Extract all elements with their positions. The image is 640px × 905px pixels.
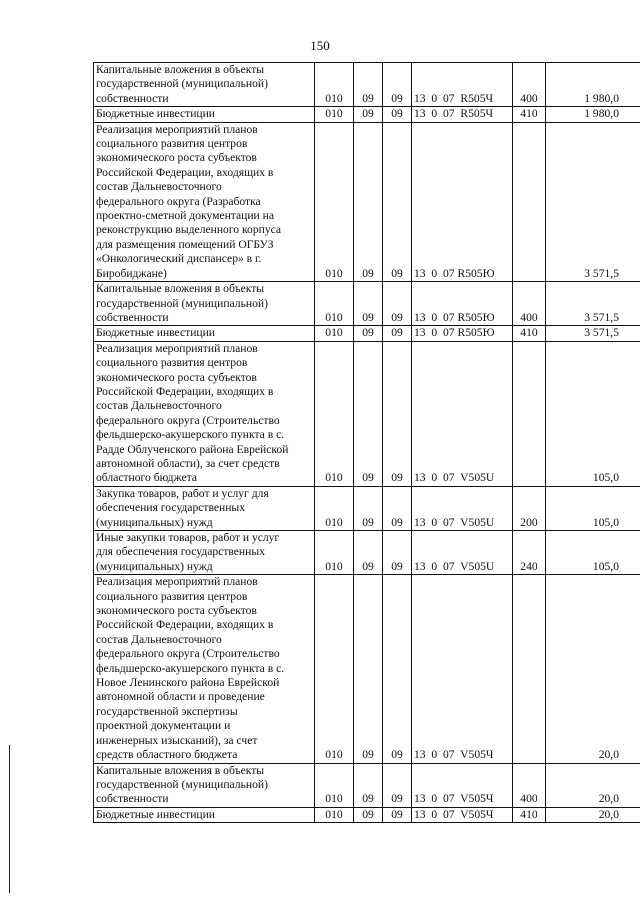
subsection-code: 09 (383, 575, 412, 763)
ministry-code: 010 (315, 763, 354, 807)
subsection-code: 09 (383, 807, 412, 822)
target-article-code: 13 0 07 V505U (412, 341, 513, 486)
table-row (94, 326, 640, 341)
amount: 105,0 (546, 341, 640, 486)
target-article-code: 13 0 07 V505U (412, 486, 513, 530)
row-description: Реализация мероприятий планов социального развития центров экономического роста субъектов Российской Федерации, входящих в состав Дальневосточного федерального округа (Строительство фельдшерско-акушерского пункта в с. Новое Ленинского района Еврейской автономной области и проведение государственной экспертизы проектной документации и инженерных изысканий), за счет средств областного бюджета (94, 575, 315, 763)
expense-type-code (513, 575, 546, 763)
section-code: 09 (354, 575, 383, 763)
section-code: 09 (354, 282, 383, 326)
subsection-code: 09 (383, 122, 412, 281)
expense-type-code: 200 (513, 486, 546, 530)
amount: 105,0 (546, 486, 640, 530)
subsection-code: 09 (383, 63, 412, 107)
section-code: 09 (354, 63, 383, 107)
expense-type-code: 410 (513, 326, 546, 341)
row-description: Реализация мероприятий планов социального развития центров экономического роста субъектов Российской Федерации, входящих в состав Дальневосточного федерального округа (Строительство фельдшерско-акушерского пункта в с. Радде Облученского района Еврейской автономной области), за счет средств областного бюджета (94, 341, 315, 486)
section-code: 09 (354, 122, 383, 281)
table-row (94, 486, 640, 530)
table-row (94, 122, 640, 281)
target-article-code: 13 0 07 R505Ч (412, 63, 513, 107)
table-row (94, 575, 640, 763)
ministry-code: 010 (315, 122, 354, 281)
target-article-code: 13 0 07 R505Ю (412, 282, 513, 326)
subsection-code: 09 (383, 282, 412, 326)
table-row (94, 63, 640, 107)
section-code: 09 (354, 763, 383, 807)
table-row (94, 807, 640, 822)
section-code: 09 (354, 807, 383, 822)
expense-type-code: 410 (513, 807, 546, 822)
expense-type-code (513, 341, 546, 486)
table-row (94, 282, 640, 326)
section-code: 09 (354, 341, 383, 486)
amount: 3 571,5 (546, 282, 640, 326)
ministry-code: 010 (315, 107, 354, 122)
row-description: Капитальные вложения в объекты государственной (муниципальной) собственности (94, 763, 315, 807)
target-article-code: 13 0 07 V505U (412, 531, 513, 575)
amount: 1 980,0 (546, 63, 640, 107)
amount: 20,0 (546, 575, 640, 763)
subsection-code: 09 (383, 763, 412, 807)
table-row (94, 531, 640, 575)
target-article-code: 13 0 07 R505Ч (412, 107, 513, 122)
ministry-code: 010 (315, 807, 354, 822)
subsection-code: 09 (383, 531, 412, 575)
subsection-code: 09 (383, 486, 412, 530)
amount: 20,0 (546, 807, 640, 822)
budget-table (93, 62, 640, 823)
expense-type-code: 240 (513, 531, 546, 575)
row-description: Бюджетные инвестиции (94, 107, 315, 122)
page-number: 150 (310, 38, 330, 53)
ministry-code: 010 (315, 531, 354, 575)
section-code: 09 (354, 531, 383, 575)
ministry-code: 010 (315, 282, 354, 326)
section-code: 09 (354, 107, 383, 122)
amount: 3 571,5 (546, 326, 640, 341)
row-description: Капитальные вложения в объекты государственной (муниципальной) собственности (94, 282, 315, 326)
table-row (94, 763, 640, 807)
target-article-code: 13 0 07 V505Ч (412, 575, 513, 763)
ministry-code: 010 (315, 63, 354, 107)
expense-type-code: 410 (513, 107, 546, 122)
amount: 105,0 (546, 531, 640, 575)
target-article-code: 13 0 07 R505Ю (412, 122, 513, 281)
target-article-code: 13 0 07 V505Ч (412, 807, 513, 822)
subsection-code: 09 (383, 341, 412, 486)
ministry-code: 010 (315, 575, 354, 763)
expense-type-code: 400 (513, 763, 546, 807)
table-row (94, 341, 640, 486)
row-description: Реализация мероприятий планов социального развития центров экономического роста субъектов Российской Федерации, входящих в состав Дальневосточного федерального округа (Разработка проектно-сметной документации на реконструкцию выделенного корпуса для размещения помещений ОГБУЗ «Онкологический диспансер» в г. Биробиджане) (94, 122, 315, 281)
row-description: Иные закупки товаров, работ и услуг для обеспечения государственных (муниципальных) нужд (94, 531, 315, 575)
row-description: Бюджетные инвестиции (94, 807, 315, 822)
expense-type-code: 400 (513, 63, 546, 107)
ministry-code: 010 (315, 326, 354, 341)
target-article-code: 13 0 07 V505Ч (412, 763, 513, 807)
row-description: Бюджетные инвестиции (94, 326, 315, 341)
amount: 20,0 (546, 763, 640, 807)
subsection-code: 09 (383, 107, 412, 122)
ministry-code: 010 (315, 341, 354, 486)
scan-margin-line (9, 745, 10, 893)
section-code: 09 (354, 326, 383, 341)
amount: 3 571,5 (546, 122, 640, 281)
row-description: Капитальные вложения в объекты государственной (муниципальной) собственности (94, 63, 315, 107)
row-description: Закупка товаров, работ и услуг для обеспечения государственных (муниципальных) нужд (94, 486, 315, 530)
subsection-code: 09 (383, 326, 412, 341)
expense-type-code (513, 122, 546, 281)
amount: 1 980,0 (546, 107, 640, 122)
ministry-code: 010 (315, 486, 354, 530)
expense-type-code: 400 (513, 282, 546, 326)
target-article-code: 13 0 07 R505Ю (412, 326, 513, 341)
table-row (94, 107, 640, 122)
section-code: 09 (354, 486, 383, 530)
